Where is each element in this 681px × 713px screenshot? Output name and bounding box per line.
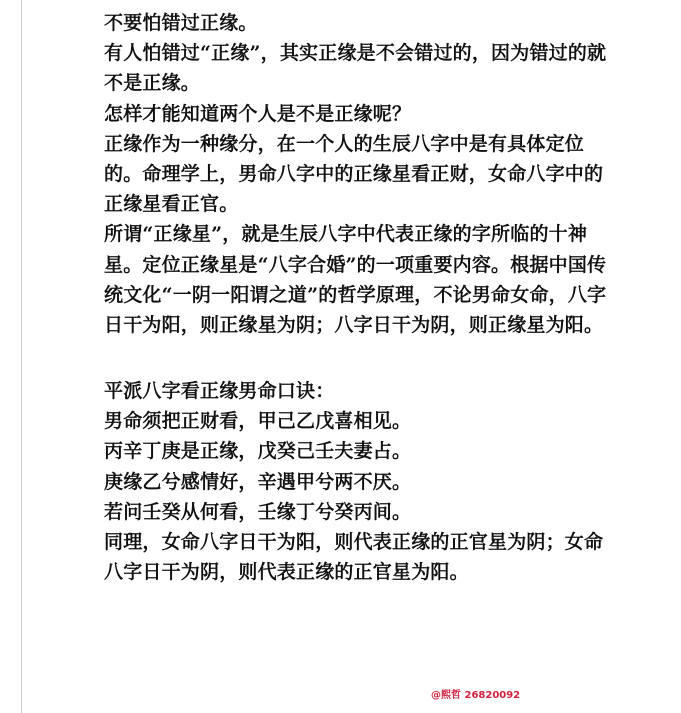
page-margin-line xyxy=(21,0,22,713)
verse-line: 若问壬癸从何看，壬缘丁兮癸丙间。 xyxy=(104,500,412,523)
text-line: 统文化“一阴一阳谓之道”的哲学原理，不论男命女命，八字 xyxy=(104,283,607,306)
article-body xyxy=(104,8,607,587)
text-line: 怎样才能知道两个人是不是正缘呢？ xyxy=(104,102,412,125)
verse-line: 庚缘乙兮感情好，辛遇甲兮两不厌。 xyxy=(104,470,412,493)
text-line: 的。命理学上，男命八字中的正缘星看正财，女命八字中的 xyxy=(104,162,604,185)
text-line: 八字日干为阴，则代表正缘的正官星为阳。 xyxy=(104,561,469,584)
watermark: @熙哲 26820092 xyxy=(431,690,521,701)
text-line: 星。定位正缘星是“八字合婚”的一项重要内容。根据中国传 xyxy=(104,253,607,276)
text-line: 有人怕错过“正缘”，其实正缘是不会错过的，因为错过的就 xyxy=(104,42,607,65)
verse-line: 丙辛丁庚是正缘，戊癸己壬夫妻占。 xyxy=(104,440,412,463)
verse-heading: 平派八字看正缘男命口诀： xyxy=(104,380,335,403)
text-line: 不要怕错过正缘。 xyxy=(104,12,258,34)
verse-line: 男命须把正财看，甲己乙戊喜相见。 xyxy=(104,410,412,433)
text-line: 正缘作为一种缘分，在一个人的生辰八字中是有具体定位 xyxy=(104,132,585,155)
text-line: 正缘星看正官。 xyxy=(104,193,239,216)
text-line: 所谓“正缘星”，就是生辰八字中代表正缘的字所临的十神 xyxy=(104,223,588,246)
paragraph-gap xyxy=(104,340,604,376)
text-line: 日干为阳，则正缘星为阴；八字日干为阴，则正缘星为阳。 xyxy=(104,313,604,336)
text-line: 不是正缘。 xyxy=(104,72,201,95)
text-line: 同理，女命八字日干为阳，则代表正缘的正官星为阴；女命 xyxy=(104,531,604,553)
